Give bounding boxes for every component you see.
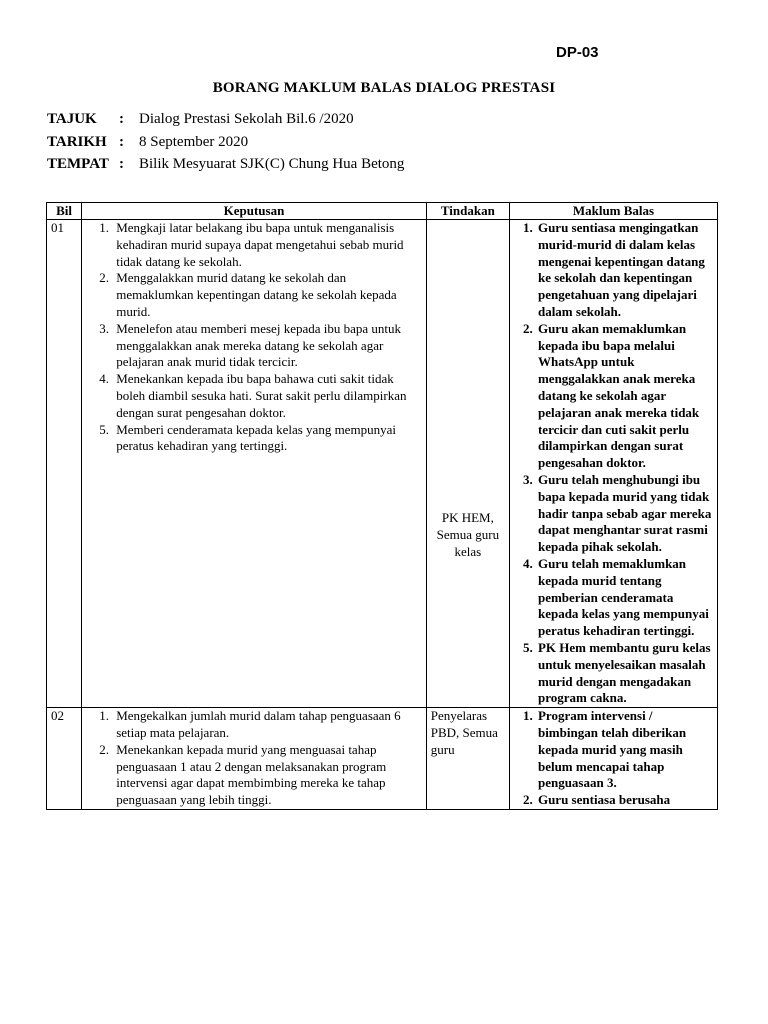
- document-title: BORANG MAKLUM BALAS DIALOG PRESTASI: [212, 80, 556, 96]
- meta-label: TARIKH: [47, 133, 107, 150]
- meta-colon: :: [119, 133, 124, 150]
- list-item: 1. Program intervensi / bimbingan telah diberikan kepada murid yang masih belum mencapai tahap penguasaan 3.: [536, 708, 713, 792]
- tindakan-cell: [426, 220, 509, 708]
- tindakan-text: Penyelaras PBD, Semua guru: [430, 708, 498, 757]
- column-header-keputusan: Keputusan: [82, 203, 427, 220]
- row-number: 02: [47, 708, 82, 810]
- meta-row-tarikh: [47, 134, 404, 157]
- table-row: [47, 220, 718, 708]
- column-header-tindakan: Tindakan: [426, 203, 509, 220]
- keputusan-cell: [82, 220, 427, 708]
- list-item: 5. PK Hem membantu guru kelas untuk menyelesaikan masalah murid dengan mengadakan program cakna.: [536, 640, 713, 707]
- list-item: 2. Guru akan memaklumkan kepada ibu bapa melalui WhatsApp untuk menggalakkan anak mereka datang ke sekolah agar pelajaran anak mereka tidak tercicir dan cuti sakit perlu dilampirkan dengan surat pengesahan doktor.: [536, 321, 713, 472]
- maklum-balas-list: [514, 708, 713, 809]
- column-header-maklum-balas: Maklum Balas: [509, 203, 717, 220]
- maklum-balas-cell: [509, 220, 717, 708]
- tindakan-text: PK HEM, Semua guru kelas: [436, 510, 500, 559]
- maklum-balas-list: [514, 220, 713, 707]
- meta-value: 8 September 2020: [139, 133, 249, 150]
- maklum-balas-cell: [509, 708, 717, 810]
- meta-colon: :: [119, 156, 124, 172]
- keputusan-list: [86, 220, 422, 455]
- meta-value: Dialog Prestasi Sekolah Bil.6 /2020: [139, 111, 354, 127]
- list-item: 4. Menekankan kepada ibu bapa bahawa cuti sakit tidak boleh diambil sesuka hati. Surat sakit perlu dilampirkan dengan surat pengesahan doktor.: [112, 371, 422, 421]
- list-item: 1. Guru sentiasa mengingatkan murid-murid di dalam kelas mengenai kepentingan datang ke sekolah dan kepentingan pengetahuan yang dipelajari dalam sekolah.: [536, 220, 713, 321]
- list-item: 4. Guru telah memaklumkan kepada murid tentang pemberian cenderamata kepada kelas yang mempunyai peratus kehadiran tertinggi.: [536, 556, 713, 640]
- meta-row-tajuk: [47, 111, 404, 134]
- list-item: 1. Mengekalkan jumlah murid dalam tahap penguasaan 6 setiap mata pelajaran.: [112, 708, 422, 742]
- row-number: 01: [47, 220, 82, 708]
- meta-value: Bilik Mesyuarat SJK(C) Chung Hua Betong: [139, 156, 405, 172]
- table-row: [47, 708, 718, 810]
- meta-row-tempat: [47, 156, 404, 179]
- meta-colon: :: [119, 111, 124, 127]
- list-item: 2. Menggalakkan murid datang ke sekolah dan memaklumkan kepentingan datang ke sekolah kepada murid.: [112, 270, 422, 320]
- meta-label: TEMPAT: [47, 156, 109, 172]
- list-item: 1. Mengkaji latar belakang ibu bapa untuk menganalisis kehadiran murid supaya dapat mengetahui sebab murid tidak datang ke sekolah.: [112, 220, 422, 270]
- list-item: 3. Guru telah menghubungi ibu bapa kepada murid yang tidak hadir tanpa sebab agar mereka dapat menghantar surat rasmi kepada pihak sekolah.: [536, 472, 713, 556]
- tindakan-cell: [426, 708, 509, 810]
- document-code: DP-03: [556, 44, 599, 61]
- keputusan-cell: [82, 708, 427, 810]
- meta-label: TAJUK: [47, 111, 97, 127]
- list-item: 2. Guru sentiasa berusaha: [536, 792, 713, 809]
- meta-block: [47, 111, 404, 179]
- keputusan-list: [86, 708, 422, 809]
- list-item: 3. Menelefon atau memberi mesej kepada ibu bapa untuk menggalakkan anak mereka datang ke sekolah agar pelajaran anak murid tidak tercicir.: [112, 321, 422, 371]
- list-item: 2. Menekankan kepada murid yang menguasai tahap penguasaan 1 atau 2 dengan melaksanakan program intervensi agar dapat membimbing mereka ke tahap penguasaan yang lebih tinggi.: [112, 742, 422, 809]
- table-header-row: [47, 203, 718, 220]
- column-header-bil: Bil: [47, 203, 82, 220]
- feedback-table: [46, 202, 718, 810]
- list-item: 5. Memberi cenderamata kepada kelas yang mempunyai peratus kehadiran yang tertinggi.: [112, 422, 422, 456]
